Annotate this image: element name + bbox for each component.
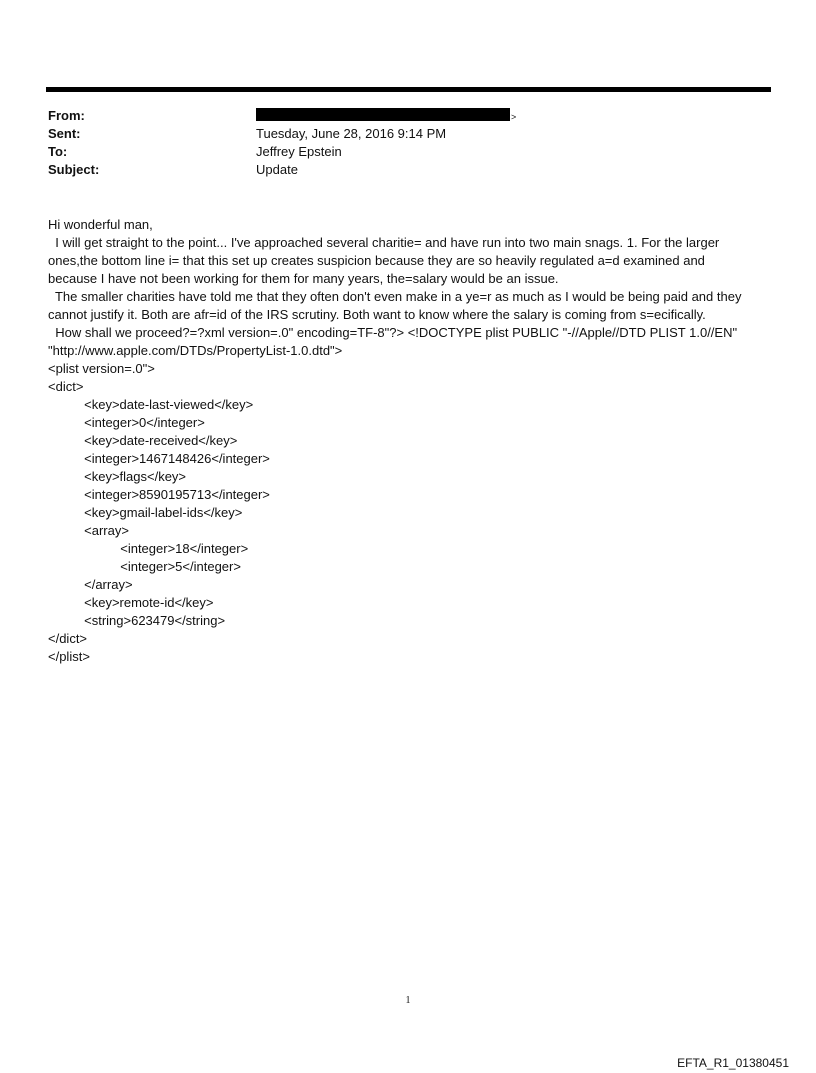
subject-row [48, 161, 768, 179]
from-label: From: [48, 108, 85, 123]
body-line: <plist version=.0"> [48, 361, 155, 376]
to-label: To: [48, 144, 68, 159]
body-line: <key>flags</key> [48, 469, 187, 484]
body-line: "http://www.apple.com/DTDs/PropertyList-1.0.dtd"> [48, 343, 343, 358]
body-line: <key>date-last-viewed</key> [48, 397, 254, 412]
body-line: ones,the bottom line i= that this set up creates suspicion because they are so heavily regulated a=d examined and [48, 253, 705, 268]
subject-label: Subject: [48, 162, 100, 177]
sent-label: Sent: [48, 126, 81, 141]
body-line: </array> [48, 577, 133, 592]
body-line: <integer>0</integer> [48, 415, 205, 430]
body-line: <key>date-received</key> [48, 433, 238, 448]
sent-row [48, 125, 768, 143]
body-line: </dict> [48, 631, 88, 646]
body-line: <key>remote-id</key> [48, 595, 214, 610]
from-value [256, 107, 516, 125]
body-line: <key>gmail-label-ids</key> [48, 505, 243, 520]
bates-number: EFTA_R1_01380451 [677, 1056, 789, 1070]
redaction-box [256, 108, 510, 121]
sent-value: Tuesday, June 28, 2016 9:14 PM [256, 126, 447, 141]
page-number: 1 [405, 995, 411, 1006]
body-line: <integer>5</integer> [48, 559, 241, 574]
from-tail: > [511, 112, 517, 122]
body-line: I will get straight to the point... I've approached several charitie= and have run into two main snags. 1. For the larger [48, 235, 720, 250]
body-line: Hi wonderful man, [48, 217, 153, 232]
body-line: </plist> [48, 649, 90, 664]
body-line: <dict> [48, 379, 84, 394]
header-rule [46, 87, 771, 92]
body-line: <integer>18</integer> [48, 541, 249, 556]
body-line: How shall we proceed?=?xml version=.0" encoding=TF-8"?> <!DOCTYPE plist PUBLIC "-//Apple//DTD PLIST 1.0//EN" [48, 325, 738, 340]
body-line: The smaller charities have told me that they often don't even make in a ye=r as much as I would be being paid and they [48, 289, 742, 304]
body-line: <string>623479</string> [48, 613, 226, 628]
body-line: because I have not been working for them for many years, the=salary would be an issue. [48, 271, 559, 286]
body-line: cannot justify it. Both are afr=id of the IRS scrutiny. Both want to know where the salary is coming from s=ecifically. [48, 307, 706, 322]
body-line: <integer>1467148426</integer> [48, 451, 270, 466]
to-value: Jeffrey Epstein [256, 144, 342, 159]
to-row [48, 143, 768, 161]
subject-value: Update [256, 162, 298, 177]
body-line: <integer>8590195713</integer> [48, 487, 270, 502]
body-line: <array> [48, 523, 129, 538]
email-header [48, 107, 768, 179]
email-body [48, 216, 773, 666]
from-row [48, 107, 768, 125]
